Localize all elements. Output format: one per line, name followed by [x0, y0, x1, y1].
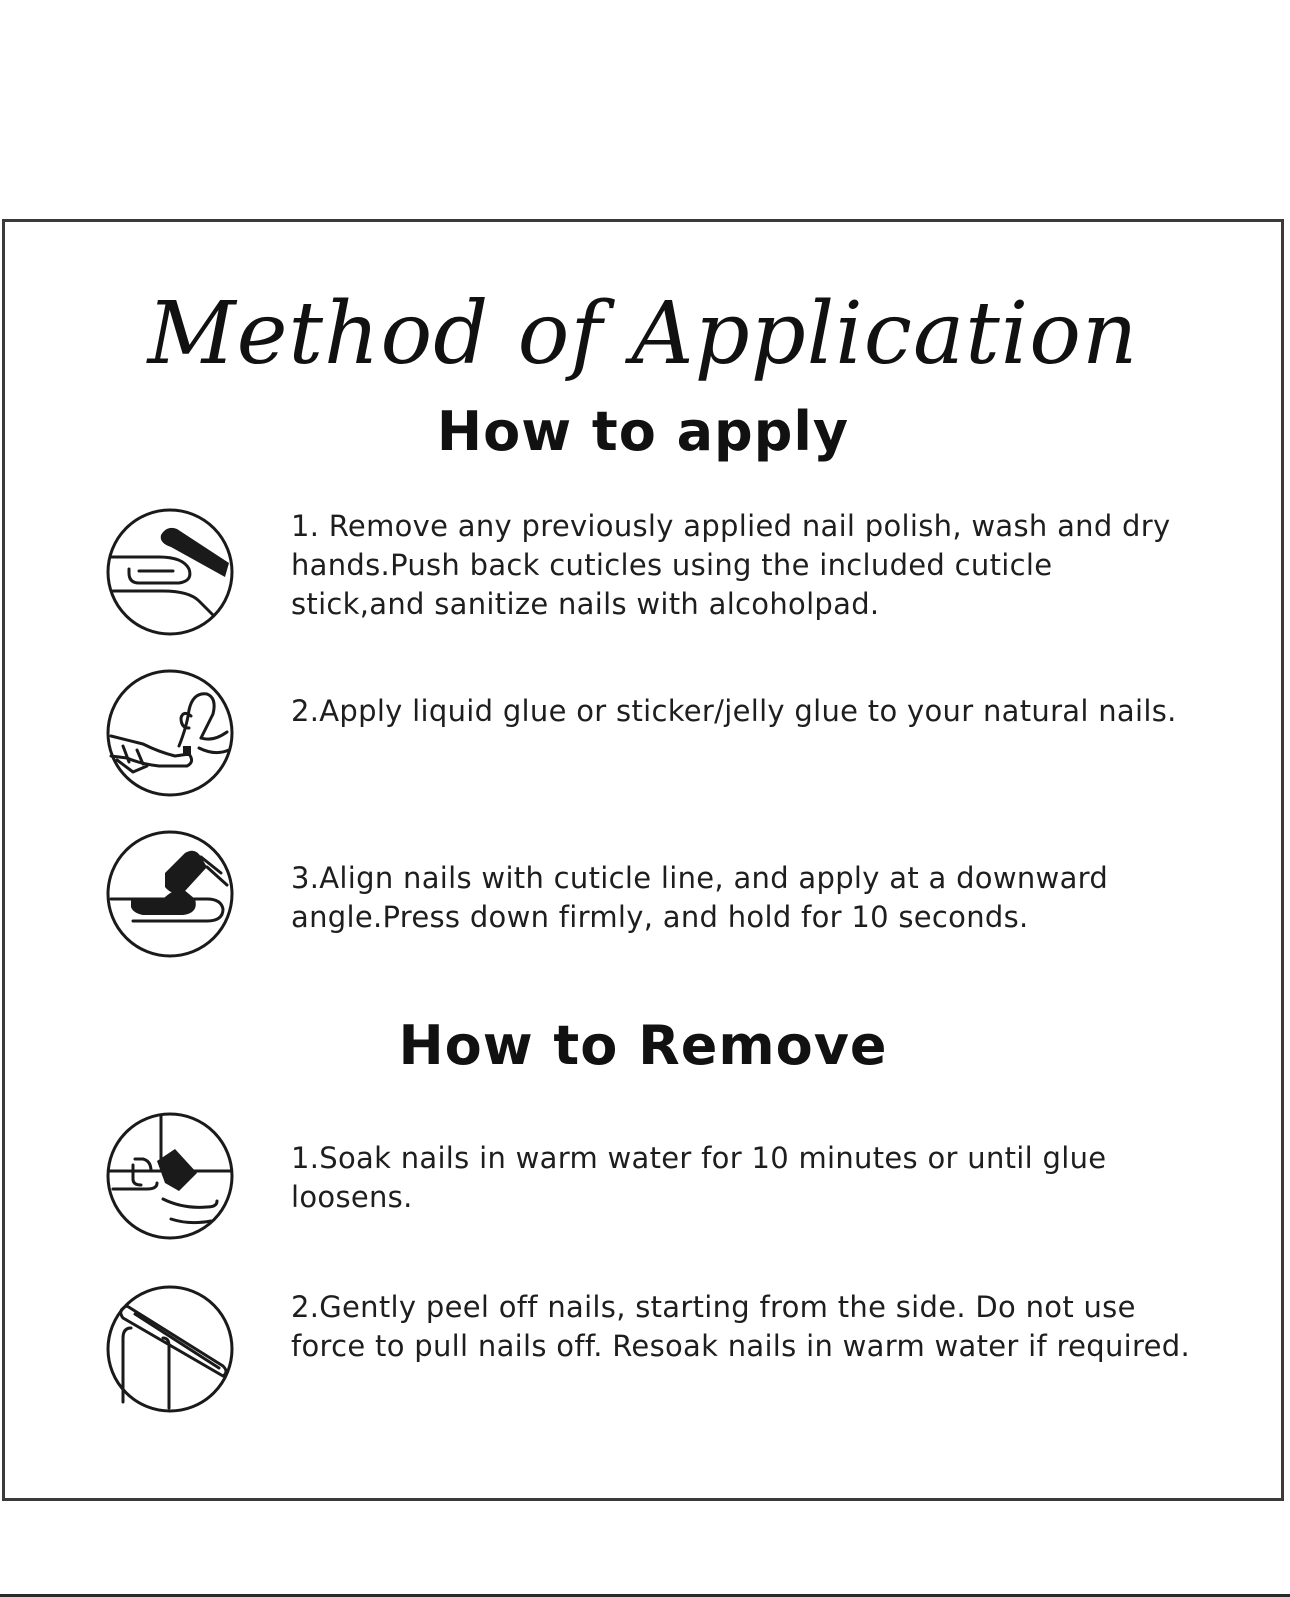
press-nail-icon — [103, 827, 237, 961]
how-to-remove-heading: How to Remove — [398, 1014, 888, 1077]
apply-step-2-text: 2.Apply liquid glue or sticker/jelly glue to your natural nails. — [291, 694, 1177, 728]
glue-application-icon — [103, 666, 237, 800]
apply-step-3-text: 3.Align nails with cuticle line, and apply at a downward angle.Press down firmly, and hold for 10 seconds. — [291, 861, 1109, 934]
soak-nail-icon — [103, 1109, 237, 1243]
peel-nail-icon — [103, 1282, 237, 1416]
instruction-card — [2, 219, 1284, 1501]
cuticle-stick-icon — [103, 505, 237, 639]
page-title: Method of Application — [147, 284, 1139, 384]
apply-step-1-text: 1. Remove any previously applied nail polish, wash and dry hands.Push back cuticles using the included cuticle stick,and sanitize nails with alcoholpad. — [291, 509, 1171, 621]
remove-step-2-text: 2.Gently peel off nails, starting from the side. Do not use force to pull nails off. Resoak nails in warm water if required. — [291, 1290, 1190, 1363]
how-to-apply-heading: How to apply — [436, 400, 850, 463]
remove-step-1-text: 1.Soak nails in warm water for 10 minutes or until glue loosens. — [291, 1141, 1107, 1214]
